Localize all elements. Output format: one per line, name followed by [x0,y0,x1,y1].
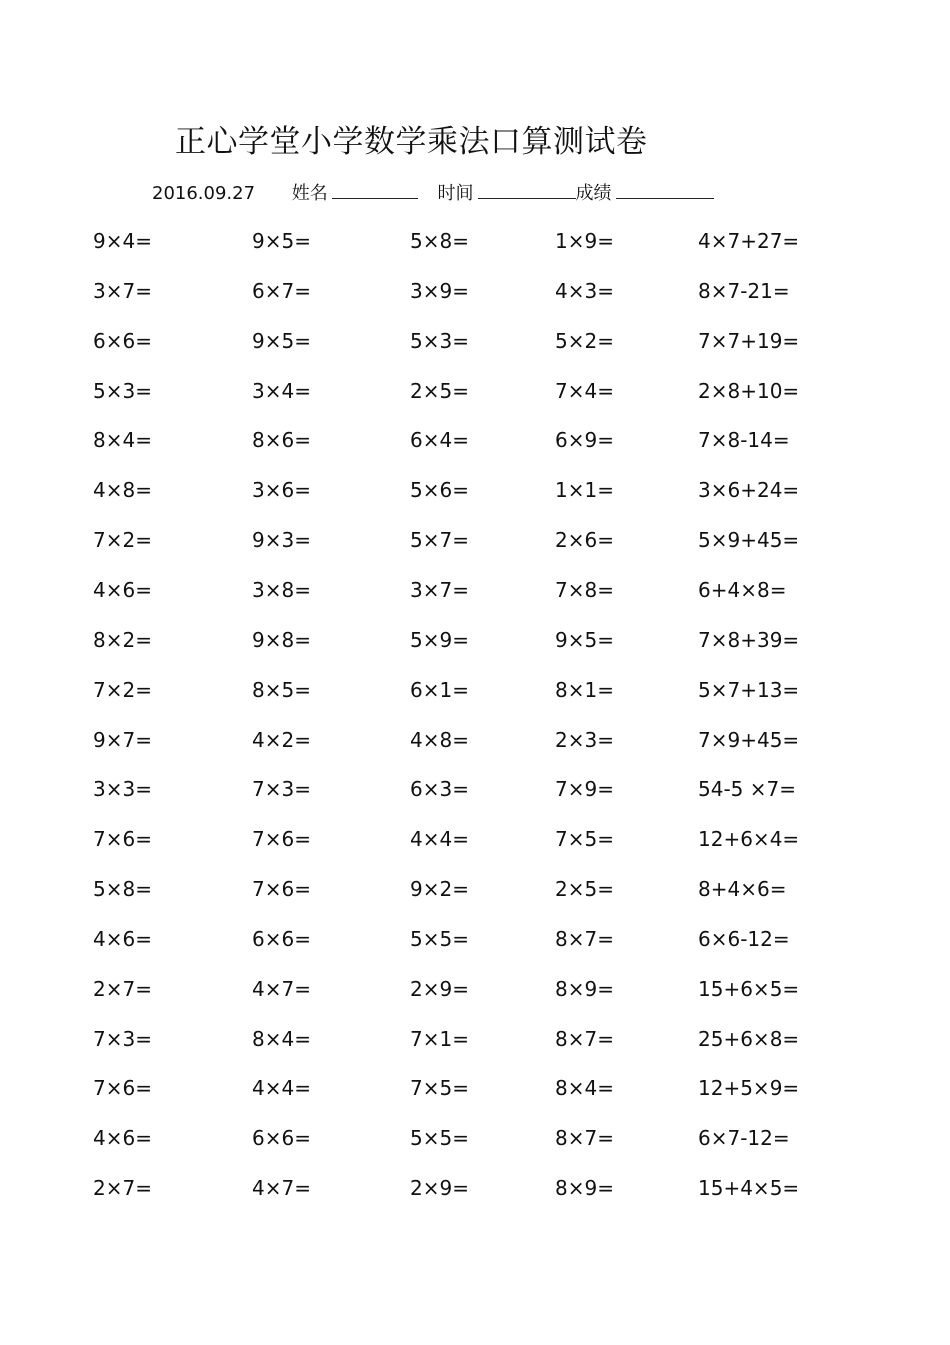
problem-cell: 6×9= [555,428,614,453]
problem-cell: 9×5= [252,328,311,353]
test-date: 2016.09.27 [152,183,256,204]
problem-cell: 7×8-14= [698,428,790,453]
problem-cell: 5×7+13= [698,677,800,702]
problem-cell: 2×5= [555,877,614,902]
problem-cell: 7×8+39= [698,627,800,652]
problem-cell: 7×4= [555,378,614,403]
problem-cell: 4×7= [252,976,311,1001]
score-label: 成绩 [575,183,612,204]
problem-cell: 2×9= [410,976,469,1001]
problem-cell: 3×7= [410,577,469,602]
problem-cell: 5×8= [410,229,469,253]
problem-cell: 6×6= [252,926,311,951]
problem-cell: 2×7= [93,1176,152,1201]
problem-cell: 7×2= [93,677,152,702]
problem-cell: 5×6= [410,478,469,503]
problem-cell: 1×1= [555,478,614,503]
problem-cell: 9×5= [252,229,311,253]
time-blank[interactable] [478,178,576,199]
problem-cell: 7×7+19= [698,328,800,353]
problem-cell: 7×6= [252,877,311,902]
problem-cell: 8×4= [252,1026,311,1051]
problem-cell: 9×4= [93,229,152,253]
problem-cell: 3×6+24= [698,478,800,503]
problem-cell: 5×9+45= [698,528,800,553]
problem-cell: 8×5= [252,677,311,702]
problem-cell: 8×1= [555,677,614,702]
problem-cell: 7×8= [555,577,614,602]
problem-cell: 7×3= [252,777,311,802]
problem-cell: 6×7= [252,278,311,303]
problem-cell: 3×6= [252,478,311,503]
problem-cell: 8×9= [555,1176,614,1201]
problem-cell: 12+6×4= [698,827,800,852]
problem-cell: 1×9= [555,229,614,253]
problem-cell: 6×1= [410,677,469,702]
problem-cell: 8×4= [555,1076,614,1101]
score-blank[interactable] [616,178,714,199]
problem-cell: 6×6= [252,1126,311,1151]
problem-cell: 5×3= [93,378,152,403]
name-blank[interactable] [332,178,418,199]
problem-cell: 7×2= [93,528,152,553]
problem-cell: 8+4×6= [698,877,787,902]
name-label: 姓名 [291,183,328,204]
problem-cell: 4×2= [252,727,311,752]
problem-cell: 2×8+10= [698,378,800,403]
problem-cell: 3×4= [252,378,311,403]
problem-cell: 7×5= [410,1076,469,1101]
problem-cell: 2×7= [93,976,152,1001]
problem-cell: 5×7= [410,528,469,553]
problem-cell: 8×4= [93,428,152,453]
problem-cell: 8×9= [555,976,614,1001]
problem-cell: 8×7= [555,1126,614,1151]
problem-cell: 2×5= [410,378,469,403]
problem-cell: 12+5×9= [698,1076,800,1101]
problem-cell: 5×5= [410,1126,469,1151]
problem-cell: 4×6= [93,926,152,951]
problem-cell: 5×8= [93,877,152,902]
problem-cell: 9×2= [410,877,469,902]
problem-cell: 7×6= [93,827,152,852]
problem-cell: 6+4×8= [698,577,787,602]
time-label: 时间 [437,183,474,204]
info-row [152,178,714,208]
problem-cell: 2×3= [555,727,614,752]
problem-cell: 7×6= [252,827,311,852]
page-title: 正心学堂小学数学乘法口算测试卷 [175,124,648,160]
problem-cell: 2×9= [410,1176,469,1201]
problem-cell: 7×1= [410,1026,469,1051]
problem-cell: 5×5= [410,926,469,951]
problem-cell: 6×4= [410,428,469,453]
problem-cell: 6×3= [410,777,469,802]
problem-cell: 7×3= [93,1026,152,1051]
problem-cell: 4×4= [252,1076,311,1101]
problem-cell: 8×6= [252,428,311,453]
problem-cell: 9×3= [252,528,311,553]
problem-cell: 5×9= [410,627,469,652]
problem-cell: 3×8= [252,577,311,602]
problem-cell: 3×3= [93,777,152,802]
problem-cell: 8×7= [555,1026,614,1051]
problem-cell: 6×6-12= [698,926,790,951]
problem-cell: 4×8= [93,478,152,503]
problem-cell: 4×3= [555,278,614,303]
problem-cell: 8×7= [555,926,614,951]
problem-cell: 15+6×5= [698,976,800,1001]
problem-cell: 2×6= [555,528,614,553]
problem-cell: 15+4×5= [698,1176,800,1201]
problem-cell: 7×5= [555,827,614,852]
problem-cell: 9×5= [555,627,614,652]
problem-cell: 5×3= [410,328,469,353]
problem-cell: 7×9+45= [698,727,800,752]
problem-cell: 4×4= [410,827,469,852]
problem-cell: 9×8= [252,627,311,652]
problem-cell: 4×8= [410,727,469,752]
problem-cell: 8×2= [93,627,152,652]
problem-cell: 3×7= [93,278,152,303]
problem-cell: 4×7= [252,1176,311,1201]
problem-cell: 7×6= [93,1076,152,1101]
problem-cell: 9×7= [93,727,152,752]
problem-cell: 6×7-12= [698,1126,790,1151]
problem-cell: 8×7-21= [698,278,790,303]
problem-cell: 3×9= [410,278,469,303]
problem-cell: 7×9= [555,777,614,802]
problem-cell: 4×6= [93,577,152,602]
problem-cell: 5×2= [555,328,614,353]
problem-cell: 4×6= [93,1126,152,1151]
problem-cell: 4×7+27= [698,229,800,253]
problem-cell: 6×6= [93,328,152,353]
problem-cell: 54-5 ×7= [698,777,796,802]
problem-cell: 25+6×8= [698,1026,800,1051]
